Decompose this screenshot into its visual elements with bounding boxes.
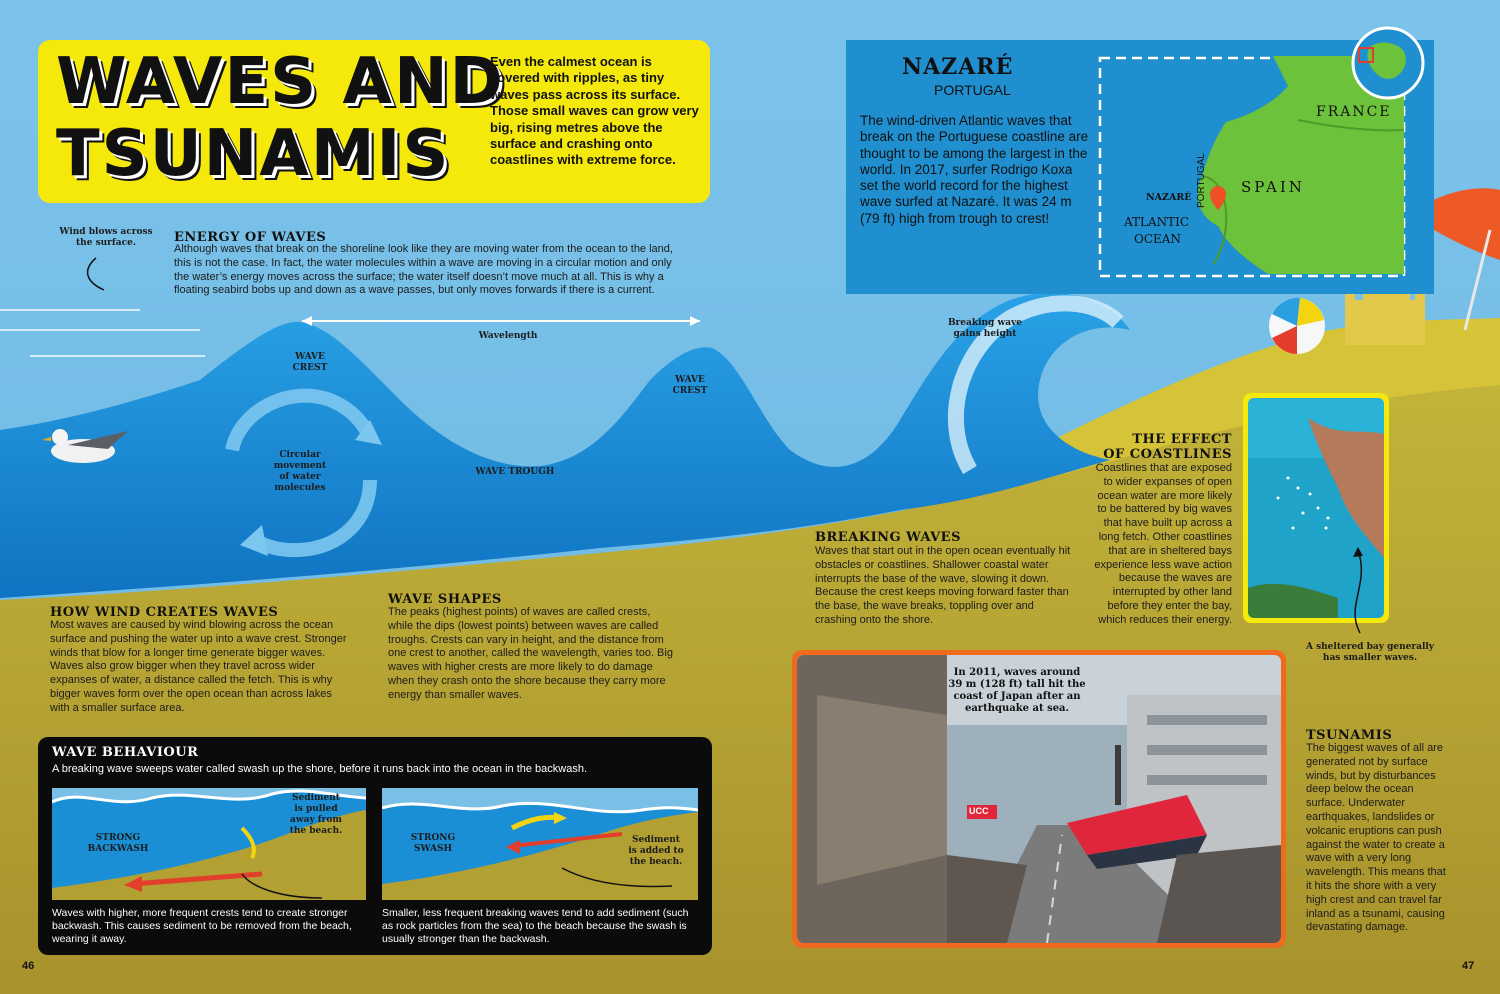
globe-icon: [1351, 26, 1425, 100]
wave-trough-label: WAVE TROUGH: [475, 467, 555, 477]
tsunamis-heading: TSUNAMIS: [1306, 728, 1393, 743]
wave-crest-label-1: WAVE CREST: [292, 352, 328, 373]
wave-behaviour-heading: WAVE BEHAVIOUR: [52, 745, 199, 760]
ucc-sign: UCC: [969, 806, 989, 816]
swash-note: Sediment is added to the beach.: [628, 835, 684, 867]
how-wind-text: Most waves are caused by wind blowing across the ocean surface and pushing the water up into a wave crest. Stronger winds that blow for a longer time generate bigger waves. Waves also grow bigger when they travel across wider expanses of water, a distance called the fetch. This is why bigger waves form over the open ocean than across lakes with a smaller surface area.: [50, 619, 347, 714]
map-label-france: FRANCE: [1316, 104, 1392, 120]
nazare-country: PORTUGAL: [934, 82, 1011, 98]
wave-shapes-heading: WAVE SHAPES: [388, 592, 502, 607]
page-number-right: 47: [1462, 960, 1475, 972]
tsunami-photo-frame: [792, 650, 1286, 948]
map-label-nazare: NAZARÉ: [1146, 192, 1192, 203]
energy-heading: ENERGY OF WAVES: [174, 230, 327, 245]
backwash-label: STRONG BACKWASH: [87, 833, 149, 854]
breaking-waves-heading: BREAKING WAVES: [815, 530, 961, 545]
bay-caption: A sheltered bay generally has smaller waves.: [1305, 642, 1435, 663]
coastlines-text: Coastlines that are exposed to wider expanses of open ocean water are more likely to be battered by big waves that have built up across a long fetch. Other coastlines that are in sheltered bays experience less wave action because the waves are interrupted by other land before they enter the bay, which reduces their energy.: [1094, 462, 1232, 626]
tsunamis-text: The biggest waves of all are generated not by surface winds, but by disturbances deep below the ocean surface. Underwater earthquakes, landslides or volcanic eruptions can push against the water to create a wave with a very long wavelength. This means that it hits the shore with a very high crest and can travel far inland as a tsunami, causing devastating damage.: [1306, 742, 1446, 934]
breaking-wave-label: Breaking wave gains height: [947, 318, 1023, 339]
title-panel: [38, 40, 710, 203]
swash-desc: Smaller, less frequent breaking waves tend to add sediment (such as rock particles from the sea) to the beach because the swash is usually stronger than the backwash.: [382, 907, 689, 946]
energy-text: Although waves that break on the shoreline look like they are moving water from the ocean to the land, this is not the case. In fact, the water molecules within a wave are moving in a circular motion and only the water’s energy moves across the surface; the water itself doesn’t move much at all. This is why a floating seabird bobs up and down as a wave passes, but only moves forwards if there is a current.: [174, 243, 673, 297]
map-label-ocean-1: ATLANTIC: [1124, 215, 1190, 229]
nazare-text: The wind-driven Atlantic waves that break on the Portuguese coastline are thought to be among the largest in the world. In 2017, surfer Rodrigo Koxa set the world record for the highest wave surfed at Nazaré. It was 24 m (79 ft) high from trough to crest!: [860, 113, 1089, 226]
breaking-waves-text: Waves that start out in the open ocean eventually hit obstacles or coastlines. Shallower coastal water interrupts the base of the wave, slowing it down. Because the crest keeps moving forward faster than the base, the wave breaks, toppling over and crashing onto the shore.: [815, 545, 1071, 626]
wave-crest-label-2: WAVE CREST: [672, 375, 708, 396]
bay-arrow: [1340, 545, 1380, 635]
nazare-panel: [846, 40, 1434, 294]
intro-text: Even the calmest ocean is covered with ripples, as tiny waves pass across its surface. Those small waves can grow very big, rising metres above the surface and crashing onto coastlines with extreme force.: [490, 54, 699, 168]
map-label-spain: SPAIN: [1241, 178, 1305, 196]
wavelength-label: Wavelength: [478, 331, 538, 341]
how-wind-heading: HOW WIND CREATES WAVES: [50, 605, 279, 620]
tsunami-photo-caption: In 2011, waves around 39 m (128 ft) tall hit the coast of Japan after an earthquake at sea.: [948, 667, 1086, 714]
page-number-left: 46: [22, 960, 35, 972]
map-label-portugal: PORTUGAL: [1196, 153, 1207, 208]
wave-shapes-text: The peaks (highest points) of waves are called crests, while the dips (lowest points) between waves are called troughs. Crests can vary in height, and the distance from one crest to another, called the wavelength, varies too. Big waves with higher crests are more likely to do damage when they crash onto the shore because they carry more energy than smaller waves.: [388, 606, 673, 701]
backwash-desc: Waves with higher, more frequent crests tend to create stronger backwash. This causes sediment to be removed from the beach, wearing it away.: [52, 907, 352, 946]
coastlines-heading: THE EFFECT OF COASTLINES: [1103, 432, 1232, 462]
nazare-title: NAZARÉ: [902, 54, 1014, 80]
wind-label: Wind blows across the surface.: [59, 227, 153, 248]
page-title: WAVES AND TSUNAMIS: [56, 45, 505, 191]
backwash-note: Sediment is pulled away from the beach.: [289, 793, 343, 836]
map-label-ocean-2: OCEAN: [1134, 232, 1181, 246]
beach-ball: [1269, 298, 1325, 354]
wave-behaviour-sub: A breaking wave sweeps water called swash up the shore, before it runs back into the ocean in the backwash.: [52, 763, 588, 775]
tsunami-photo: [797, 655, 1281, 943]
wave-behaviour-panel: [38, 737, 712, 955]
circular-movement-label: Circular movement of water molecules: [273, 450, 327, 493]
swash-label: STRONG SWASH: [410, 833, 456, 854]
